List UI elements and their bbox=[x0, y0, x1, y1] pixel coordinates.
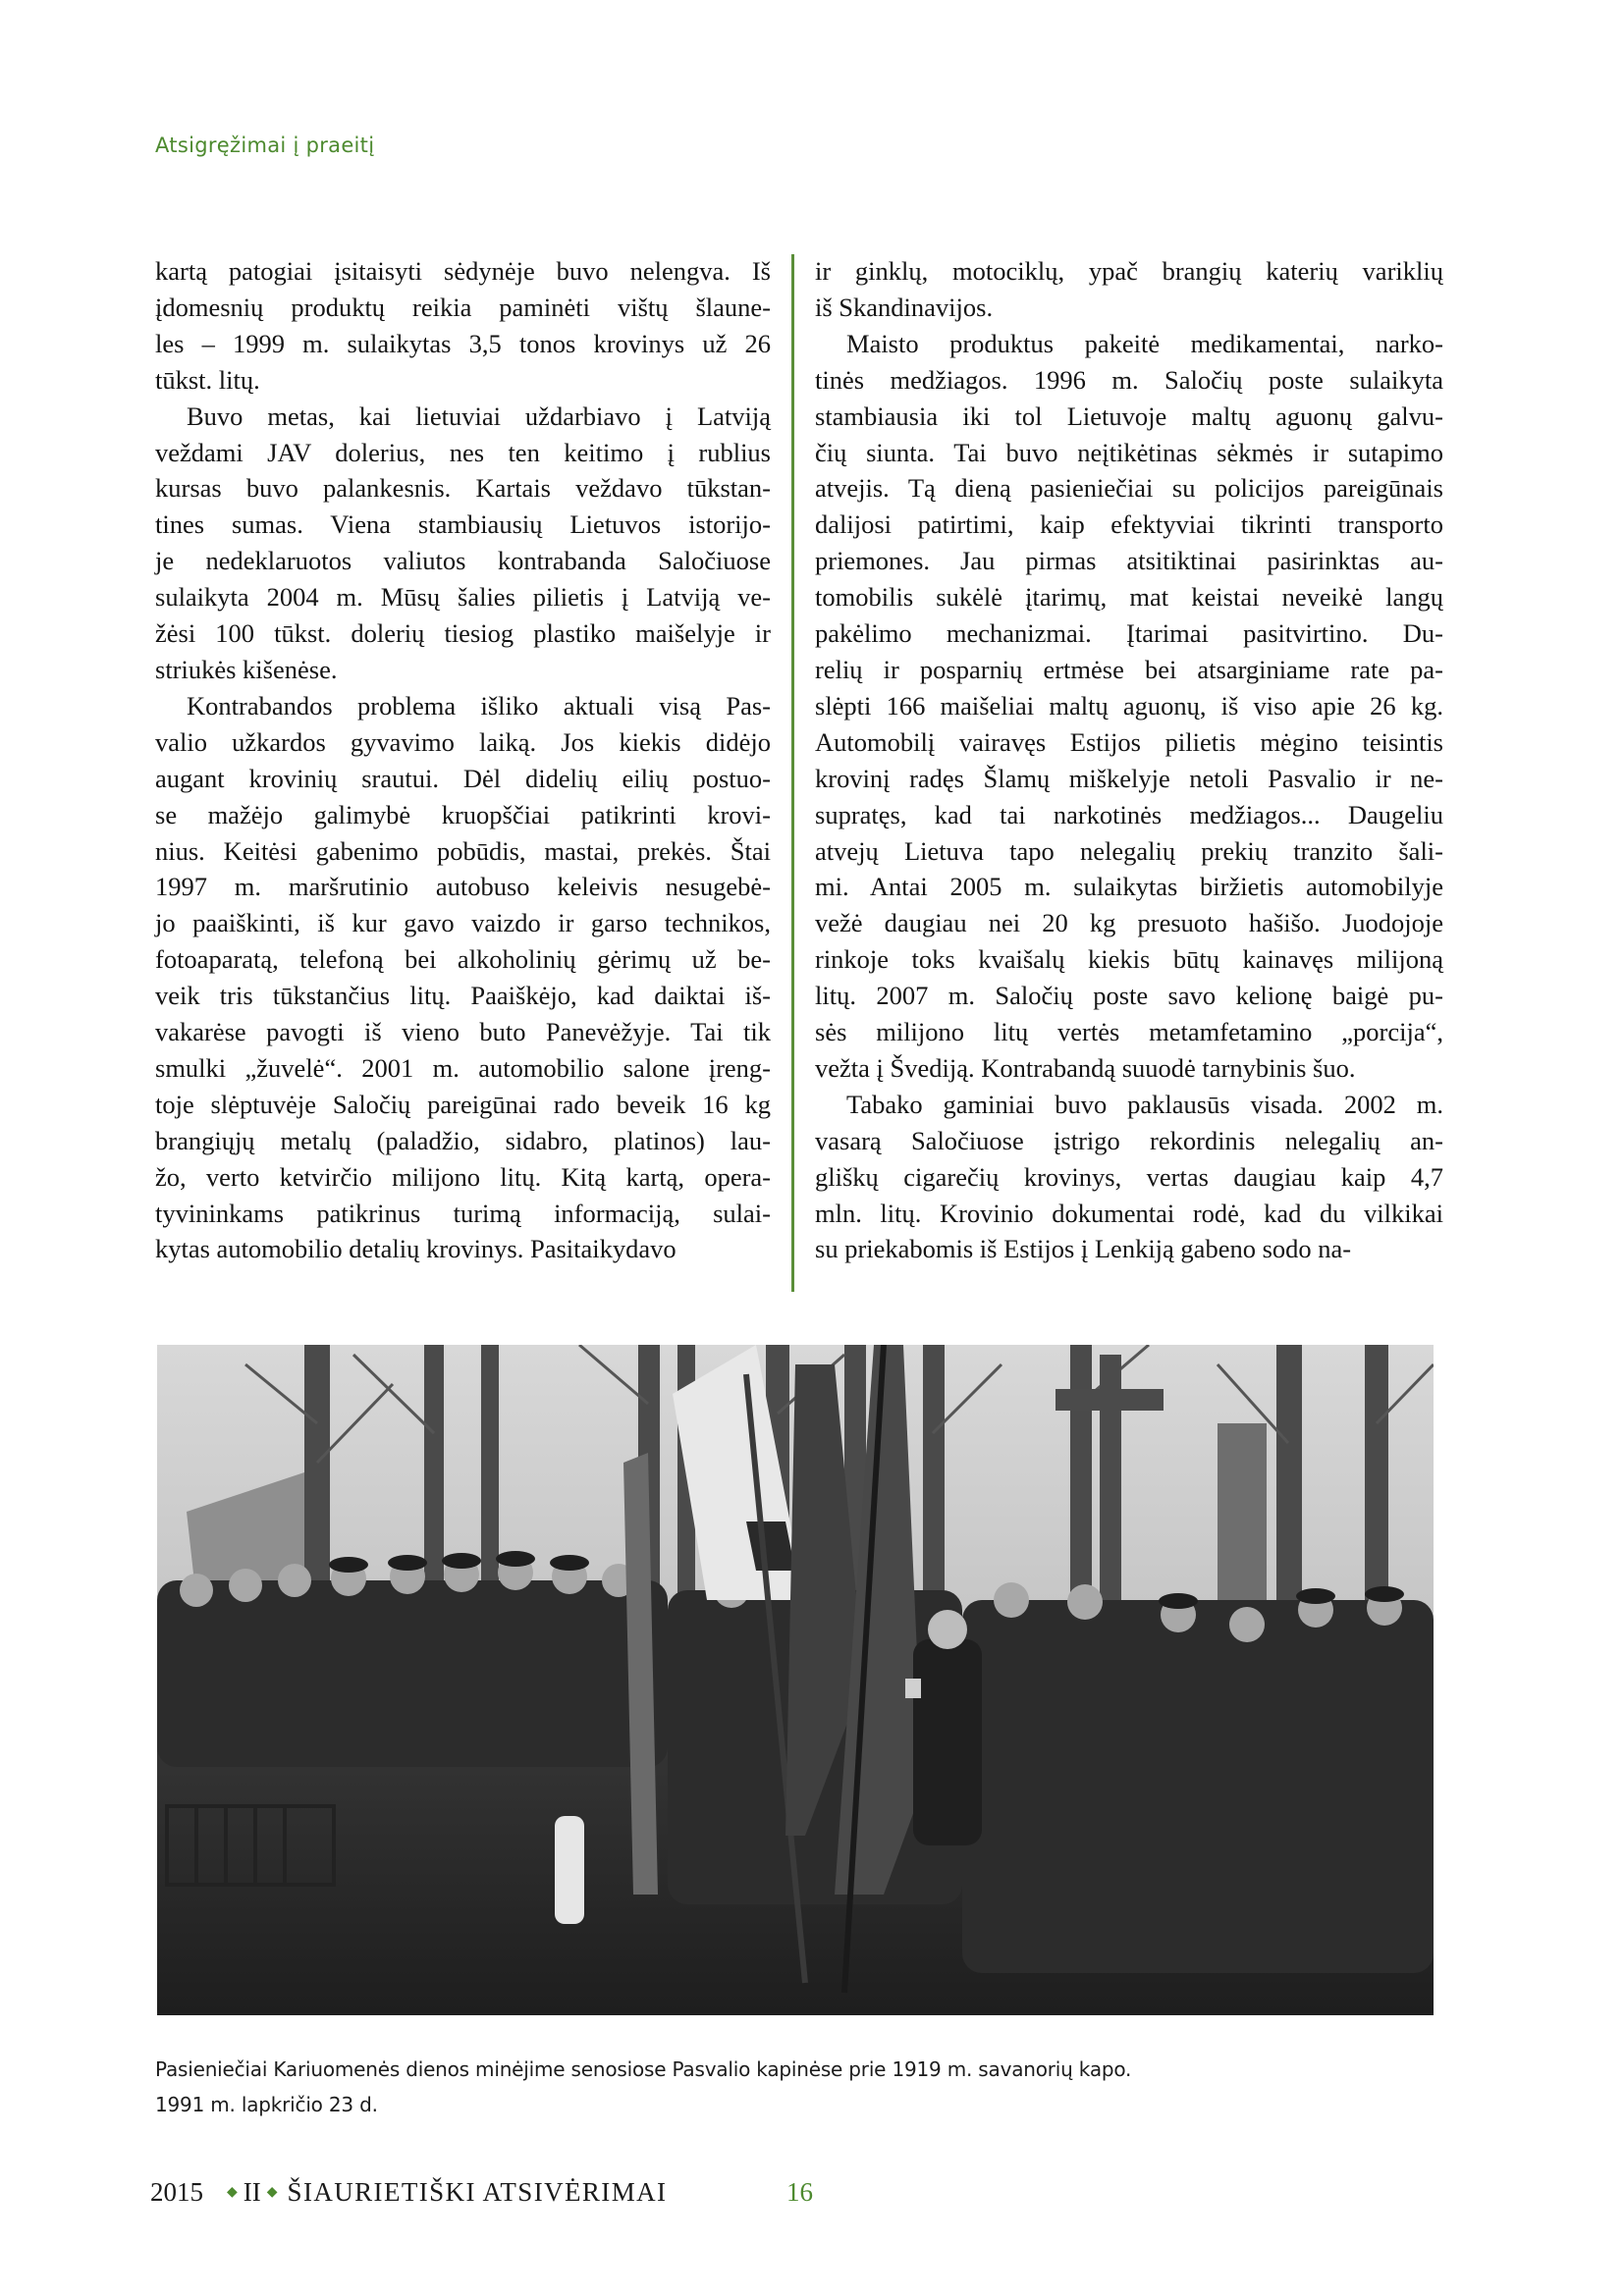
text-line: valio užkardos gyvavimo laiką. Jos kiekis didėjo bbox=[155, 726, 771, 757]
text-line: toje slėptuvėje Saločių pareigūnai rado beveik 16 kg bbox=[155, 1089, 771, 1119]
text-line: tomobilis sukėlė įtarimų, mat keistai neveikė langų bbox=[815, 582, 1443, 613]
paragraph bbox=[815, 326, 1443, 1087]
text-line: fotoaparatą, telefoną bei alkoholinių gėrimų už be- bbox=[155, 944, 771, 975]
caption-line-1: Pasieniečiai Kariuomenės dienos minėjime senosiose Pasvalio kapinėse prie 1919 m. savanorių kapo. bbox=[155, 2057, 1132, 2081]
text-line: veik tris tūkstančius litų. Paaiškėjo, kad daiktai iš- bbox=[155, 981, 771, 1011]
text-line: įdomesnių produktų reikia paminėti vištų šlaune- bbox=[155, 292, 771, 322]
diamond-separator-icon: ◆ bbox=[266, 2185, 278, 2200]
text-line: litų. 2007 m. Saločių poste savo kelionę baigė pu- bbox=[815, 981, 1443, 1011]
text-line: Tabako gaminiai buvo paklausūs visada. 2002 m. bbox=[846, 1089, 1443, 1119]
text-line: veždami JAV dolerius, nes ten keitimo į rublius bbox=[155, 437, 771, 467]
text-line: iš Skandinavijos. bbox=[815, 292, 994, 322]
text-line: žo, verto ketvirčio milijono litų. Kitą kartą, opera- bbox=[155, 1161, 771, 1192]
text-line: supratęs, kad tai narkotinės medžiagos... Daugeliu bbox=[815, 799, 1443, 829]
text-line: sulaikyta 2004 m. Mūsų šalies pilietis į Latviją ve- bbox=[155, 582, 771, 613]
text-line: kursas buvo palankesnis. Kartais veždavo tūkstan- bbox=[155, 473, 771, 504]
text-line: jo paaiškinti, iš kur gavo vaizdo ir garso technikos, bbox=[155, 908, 771, 938]
right-column bbox=[815, 253, 1443, 1267]
text-line: nius. Keitėsi gabenimo pobūdis, mastai, prekės. Štai bbox=[155, 835, 771, 866]
text-line: Maisto produktus pakeitė medikamentai, narko- bbox=[846, 328, 1443, 358]
text-line: kytas automobilio detalių krovinys. Pasitaikydavo bbox=[155, 1234, 677, 1264]
text-line: vasarą Saločiuose įstrigo rekordinis nelegalių an- bbox=[815, 1125, 1443, 1155]
left-column bbox=[155, 253, 771, 1267]
text-line: krovinį radęs Šlamų miškelyje netoli Pasvalio ir ne- bbox=[815, 763, 1443, 793]
text-line: atvejis. Tą dieną pasieniečiai su policijos pareigūnais bbox=[815, 473, 1443, 504]
text-line: tyvininkams patikrinus turimą informaciją, sulai- bbox=[155, 1198, 771, 1228]
text-line: čių siunta. Tai buvo neįtikėtinas sėkmės ir sutapimo bbox=[815, 437, 1443, 467]
text-line: striukės kišenėse. bbox=[155, 654, 338, 684]
text-line: tinės medžiagos. 1996 m. Saločių poste sulaikyta bbox=[815, 364, 1443, 395]
diamond-separator-icon: ◆ bbox=[227, 2185, 238, 2200]
page-number: 16 bbox=[786, 2177, 813, 2207]
text-line: tines sumas. Viena stambiausių Lietuvos istorijo- bbox=[155, 509, 771, 540]
text-line: relių ir posparnių ertmėse bei atsarginiame rate pa- bbox=[815, 654, 1443, 684]
cemetery-ceremony-photo bbox=[157, 1345, 1434, 2015]
text-line: sės milijono litų vertės metamfetamino „porcija“, bbox=[815, 1017, 1443, 1047]
text-line: slėpti 166 maišeliai maltų aguonų, iš viso apie 26 kg. bbox=[815, 690, 1443, 721]
text-line: žėsi 100 tūkst. dolerių tiesiog plastiko maišelyje ir bbox=[155, 618, 771, 649]
caption-line-2: 1991 m. lapkričio 23 d. bbox=[155, 2093, 378, 2116]
text-line: 1997 m. maršrutinio autobuso keleivis nesugebė- bbox=[155, 872, 771, 902]
photo-caption bbox=[155, 2052, 1131, 2122]
text-line: vakarėse pavogti iš vieno buto Panevėžyje. Tai tik bbox=[155, 1017, 771, 1047]
text-line: vežta į Švediją. Kontrabandą suuodė tarnybinis šuo. bbox=[815, 1052, 1356, 1083]
text-line: pakėlimo mechanizmai. Įtarimai pasitvirtino. Du- bbox=[815, 618, 1443, 649]
text-line: rinkoje toks kvaišalų kiekis būtų kainavęs milijoną bbox=[815, 944, 1443, 975]
text-line: Buvo metas, kai lietuviai uždarbiavo į Latviją bbox=[187, 400, 771, 431]
text-line: les – 1999 m. sulaikytas 3,5 tonos krovinys už 26 bbox=[155, 328, 771, 358]
paragraph bbox=[815, 1087, 1443, 1268]
text-line: augant krovinių srautui. Dėl didelių eilių postuo- bbox=[155, 763, 771, 793]
text-line: mi. Antai 2005 m. sulaikytas biržietis automobilyje bbox=[815, 872, 1443, 902]
text-line: mln. litų. Krovinio dokumentai rodė, kad du vilkikai bbox=[815, 1198, 1443, 1228]
paragraph bbox=[155, 399, 771, 688]
text-line: brangiųjų metalų (paladžio, sidabro, platinos) lau- bbox=[155, 1125, 771, 1155]
text-line: priemones. Jau pirmas atsitiktinai pasirinktas au- bbox=[815, 546, 1443, 576]
text-line: stambiausia iki tol Lietuvoje maltų aguonų galvu- bbox=[815, 400, 1443, 431]
text-line: Kontrabandos problema išliko aktuali visą Pas- bbox=[187, 690, 771, 721]
paragraph bbox=[155, 253, 771, 399]
column-divider bbox=[791, 254, 794, 1292]
text-line: je nedeklaruotos valiutos kontrabanda Saločiuose bbox=[155, 546, 771, 576]
text-line: smulki „žuvelė“. 2001 m. automobilio salone įreng- bbox=[155, 1052, 771, 1083]
text-line: Automobilį vairavęs Estijos pilietis mėgino teisintis bbox=[815, 726, 1443, 757]
text-line: dalijosi patirtimi, kaip efektyviai tikrinti transporto bbox=[815, 509, 1443, 540]
paragraph bbox=[815, 253, 1443, 326]
paragraph bbox=[155, 688, 771, 1268]
text-line: su priekabomis iš Estijos į Lenkiją gabeno sodo na- bbox=[815, 1234, 1352, 1264]
text-line: tūkst. litų. bbox=[155, 364, 260, 395]
text-line: vežė daugiau nei 20 kg presuoto hašišo. Juodojoje bbox=[815, 908, 1443, 938]
text-line: se mažėjo galimybė kruopščiai patikrinti krovi- bbox=[155, 799, 771, 829]
text-line: kartą patogiai įsitaisyti sėdynėje buvo nelengva. Iš bbox=[155, 256, 771, 286]
photo-image bbox=[157, 1345, 1434, 2015]
footer-issue: II bbox=[243, 2177, 261, 2207]
text-line: ir ginklų, motociklų, ypač brangių katerių variklių bbox=[815, 256, 1443, 286]
running-head: Atsigręžimai į praeitį bbox=[155, 133, 375, 157]
text-line: gliškų cigarečių krovinys, vertas daugiau kaip 4,7 bbox=[815, 1161, 1443, 1192]
text-line: atvejų Lietuva tapo nelegalių prekių tranzito šali- bbox=[815, 835, 1443, 866]
footer-year: 2015 bbox=[150, 2177, 203, 2207]
page-footer bbox=[150, 2177, 813, 2208]
magazine-title: ŠIAURIETIŠKI ATSIVĖRIMAI bbox=[287, 2177, 668, 2207]
